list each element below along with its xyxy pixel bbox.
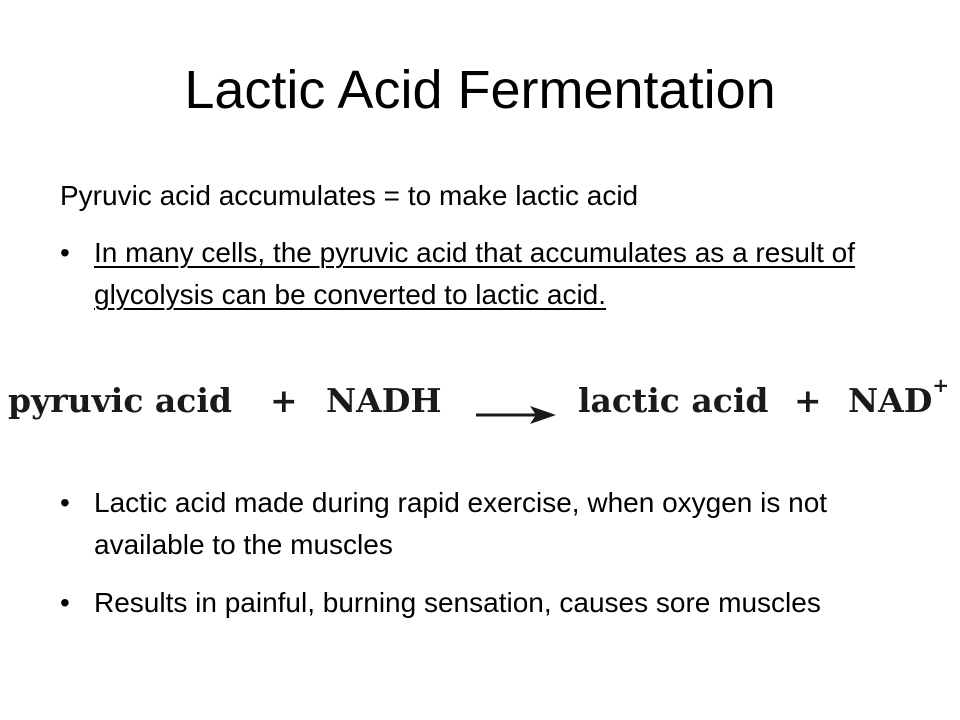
equation-product-lactic-acid: lactic acid bbox=[578, 381, 769, 420]
bullet-marker: • bbox=[60, 587, 70, 618]
fermentation-equation bbox=[8, 373, 952, 426]
equation-reactant-nadh: NADH bbox=[326, 381, 442, 420]
equation-product-nad bbox=[848, 373, 950, 426]
equation-reactant-pyruvic-acid: pyruvic acid bbox=[8, 381, 233, 420]
slide-title: Lactic Acid Fermentation bbox=[184, 60, 776, 120]
bullet-text-2: Lactic acid made during rapid exercise, when oxygen is not available to the muscles bbox=[94, 487, 828, 560]
equation-plus-sign: + bbox=[794, 381, 822, 420]
equation-plus-sign: + bbox=[270, 381, 298, 420]
bullet-text-3: Results in painful, burning sensation, causes sore muscles bbox=[94, 587, 821, 618]
bullet-marker: • bbox=[60, 237, 70, 268]
nad-charge-superscript: + bbox=[932, 373, 950, 397]
bullet-text-1: In many cells, the pyruvic acid that accumulates as a result of glycolysis can be converted to lactic acid. bbox=[94, 237, 856, 310]
intro-text: Pyruvic acid accumulates = to make lactic acid bbox=[60, 180, 639, 211]
reaction-arrow-icon bbox=[474, 390, 558, 412]
nad-label: NAD bbox=[848, 381, 933, 420]
bullet-marker: • bbox=[60, 487, 70, 518]
